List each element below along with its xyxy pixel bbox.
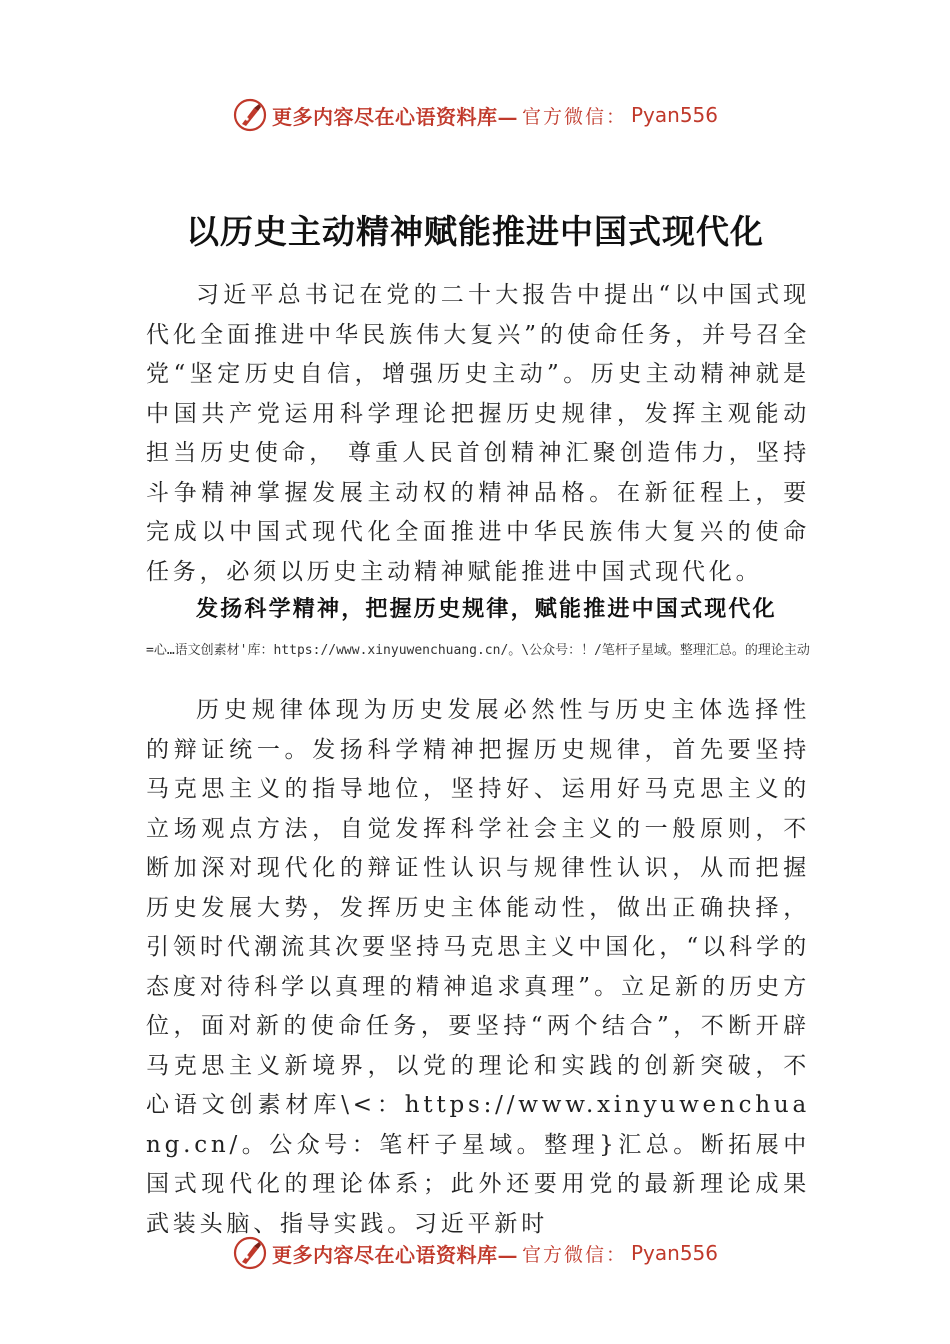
watermark-site-text: 更多内容尽在心语资料库—	[271, 1242, 518, 1267]
watermark-site-text: 更多内容尽在心语资料库—	[271, 104, 518, 129]
inserted-watermark-note: =心…语文创素材'库：https://www.xinyuwenchuang.cn/。\公众号：！/笔杆子星域。整理汇总。的理论主动	[146, 643, 810, 658]
watermark-wechat-label: 官方微信：	[521, 105, 627, 128]
header-watermark-banner	[0, 95, 950, 135]
body-paragraph-1: 习近平总书记在党的二十大报告中提出“以中国式现代化全面推进中华民族伟大复兴”的使命任务，并号召全党“坚定历史自信，增强历史主动”。历史主动精神就是中国共产党运用科学理论把握历史规律，发挥主观能动担当历史使命， 尊重人民首创精神汇聚创造伟力，坚持斗争精神掌握发展主动权的精神品格。在新征程上，要完成以中国式现代化全面推进中华民族伟大复兴的使命任务，必须以历史主动精神赋能推进中国式现代化。	[146, 282, 810, 585]
watermark-wechat-label: 官方微信：	[521, 1243, 627, 1266]
footer-watermark-banner	[0, 1233, 950, 1273]
pen-nib-logo-icon	[232, 97, 268, 133]
body-paragraph-2: 历史规律体现为历史发展必然性与历史主体选择性的辩证统一。发扬科学精神把握历史规律，首先要坚持马克思主义的指导地位，坚持好、运用好马克思主义的立场观点方法，自觉发挥科学社会主义的一般原则，不断加深对现代化的辩证性认识与规律性认识，从而把握历史发展大势，发挥历史主体能动性，做出正确抉择，引领时代潮流其次要坚持马克思主义中国化，“以科学的态度对待科学以真理的精神追求真理”。立足新的历史方位，面对新的使命任务，要坚持“两个结合”，不断开辟马克思主义新境界，以党的理论和实践的创新突破，不心语文创素材库\<：https://www.xinyuwenchuang.cn/。公众号：笔杆子星域。整理}汇总。断拓展中国式现代化的理论体系；此外还要用党的最新理论成果武装头脑、指导实践。习近平新时	[146, 697, 810, 1237]
section-heading-1: 发扬科学精神，把握历史规律，赋能推进中国式现代化	[196, 597, 777, 622]
watermark-wechat-id: Pyan556	[631, 1241, 719, 1265]
pen-nib-logo-icon	[232, 1235, 268, 1271]
document-title: 以历史主动精神赋能推进中国式现代化	[186, 212, 764, 252]
watermark-wechat-id: Pyan556	[631, 103, 719, 127]
